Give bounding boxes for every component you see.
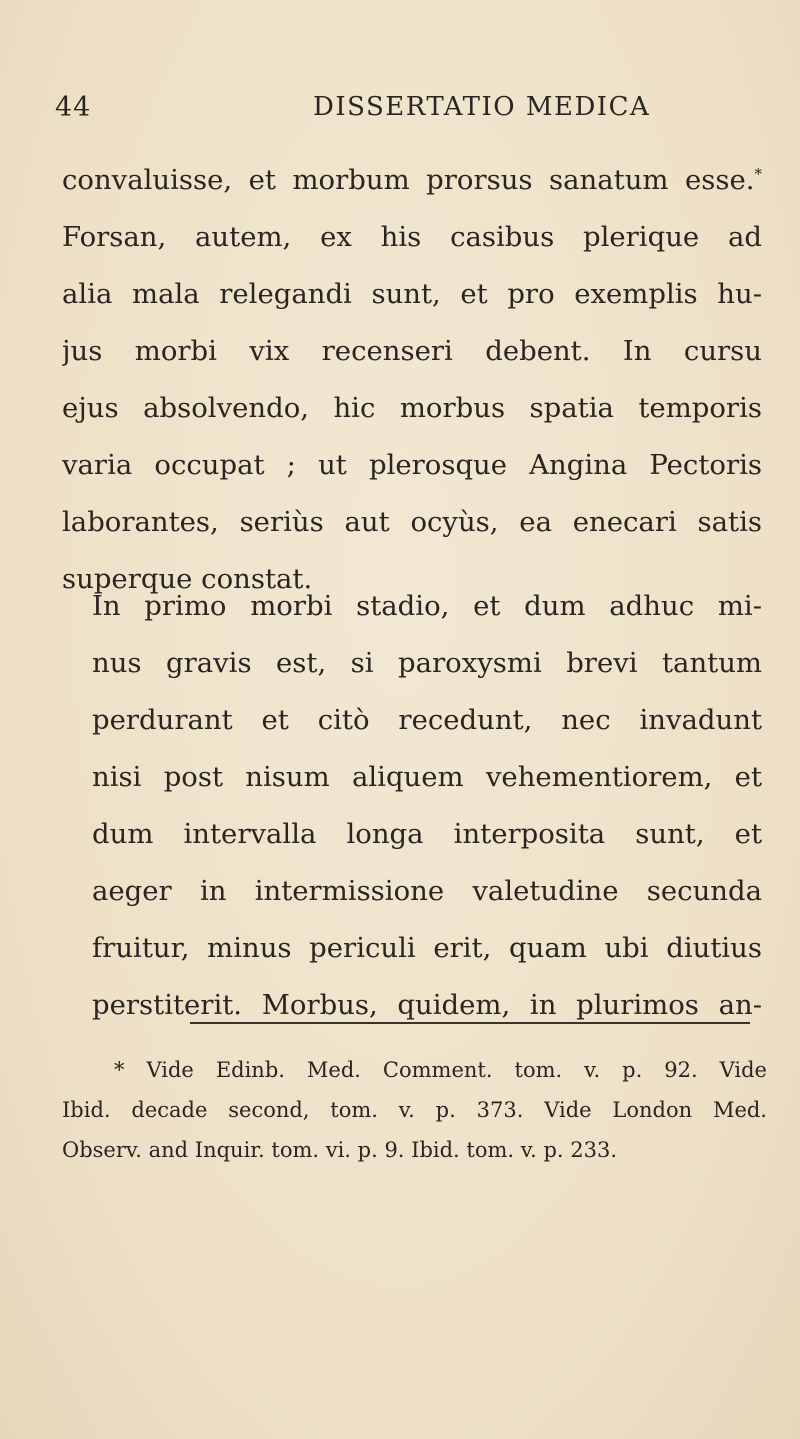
text-line: fruitur, minus periculi erit, quam ubi diutius [92, 932, 762, 964]
footnote-line: Observ. and Inquir. tom. vi. p. 9. Ibid. tom. v. p. 233. [62, 1138, 618, 1162]
text-line: jus morbi vix recenseri debent. In cursu [62, 335, 762, 367]
text-line: perstiterit. Morbus, quidem, in plurimos an- [92, 989, 762, 1021]
paragraph-2 [62, 578, 762, 1034]
page-number: 44 [55, 92, 92, 123]
text-line: aeger in intermissione valetudine secunda [92, 875, 762, 907]
footnote [62, 1050, 767, 1170]
running-title: DISSERTATIO MEDICA [313, 92, 651, 122]
text-line: nisi post nisum aliquem vehementiorem, et [92, 761, 762, 793]
text-line: superque constat. [62, 563, 313, 595]
text-line: perdurant et citò recedunt, nec invadunt [92, 704, 762, 736]
text-line: alia mala relegandi sunt, et pro exemplis hu- [62, 278, 762, 310]
paragraph-1 [62, 152, 762, 608]
footnote-mark: * [754, 164, 762, 183]
text-line: laborantes, seriùs aut ocyùs, ea enecari satis [62, 506, 762, 538]
text-line: In primo morbi stadio, et dum adhuc mi- [92, 590, 762, 622]
footnote-line: * Vide Edinb. Med. Comment. tom. v. p. 92. Vide [114, 1058, 767, 1082]
text-line: ejus absolvendo, hic morbus spatia temporis [62, 392, 762, 424]
page-header [55, 92, 755, 132]
text-line: nus gravis est, si paroxysmi brevi tantum [92, 647, 762, 679]
text-line: dum intervalla longa interposita sunt, et [92, 818, 762, 850]
text-line: Forsan, autem, ex his casibus plerique ad [62, 221, 762, 253]
footnote-divider [190, 1022, 750, 1024]
text-line: convaluisse, et morbum prorsus sanatum esse.* [62, 164, 762, 196]
text-line: varia occupat ; ut plerosque Angina Pectoris [62, 449, 762, 481]
footnote-line: Ibid. decade second, tom. v. p. 373. Vide London Med. [62, 1098, 767, 1122]
